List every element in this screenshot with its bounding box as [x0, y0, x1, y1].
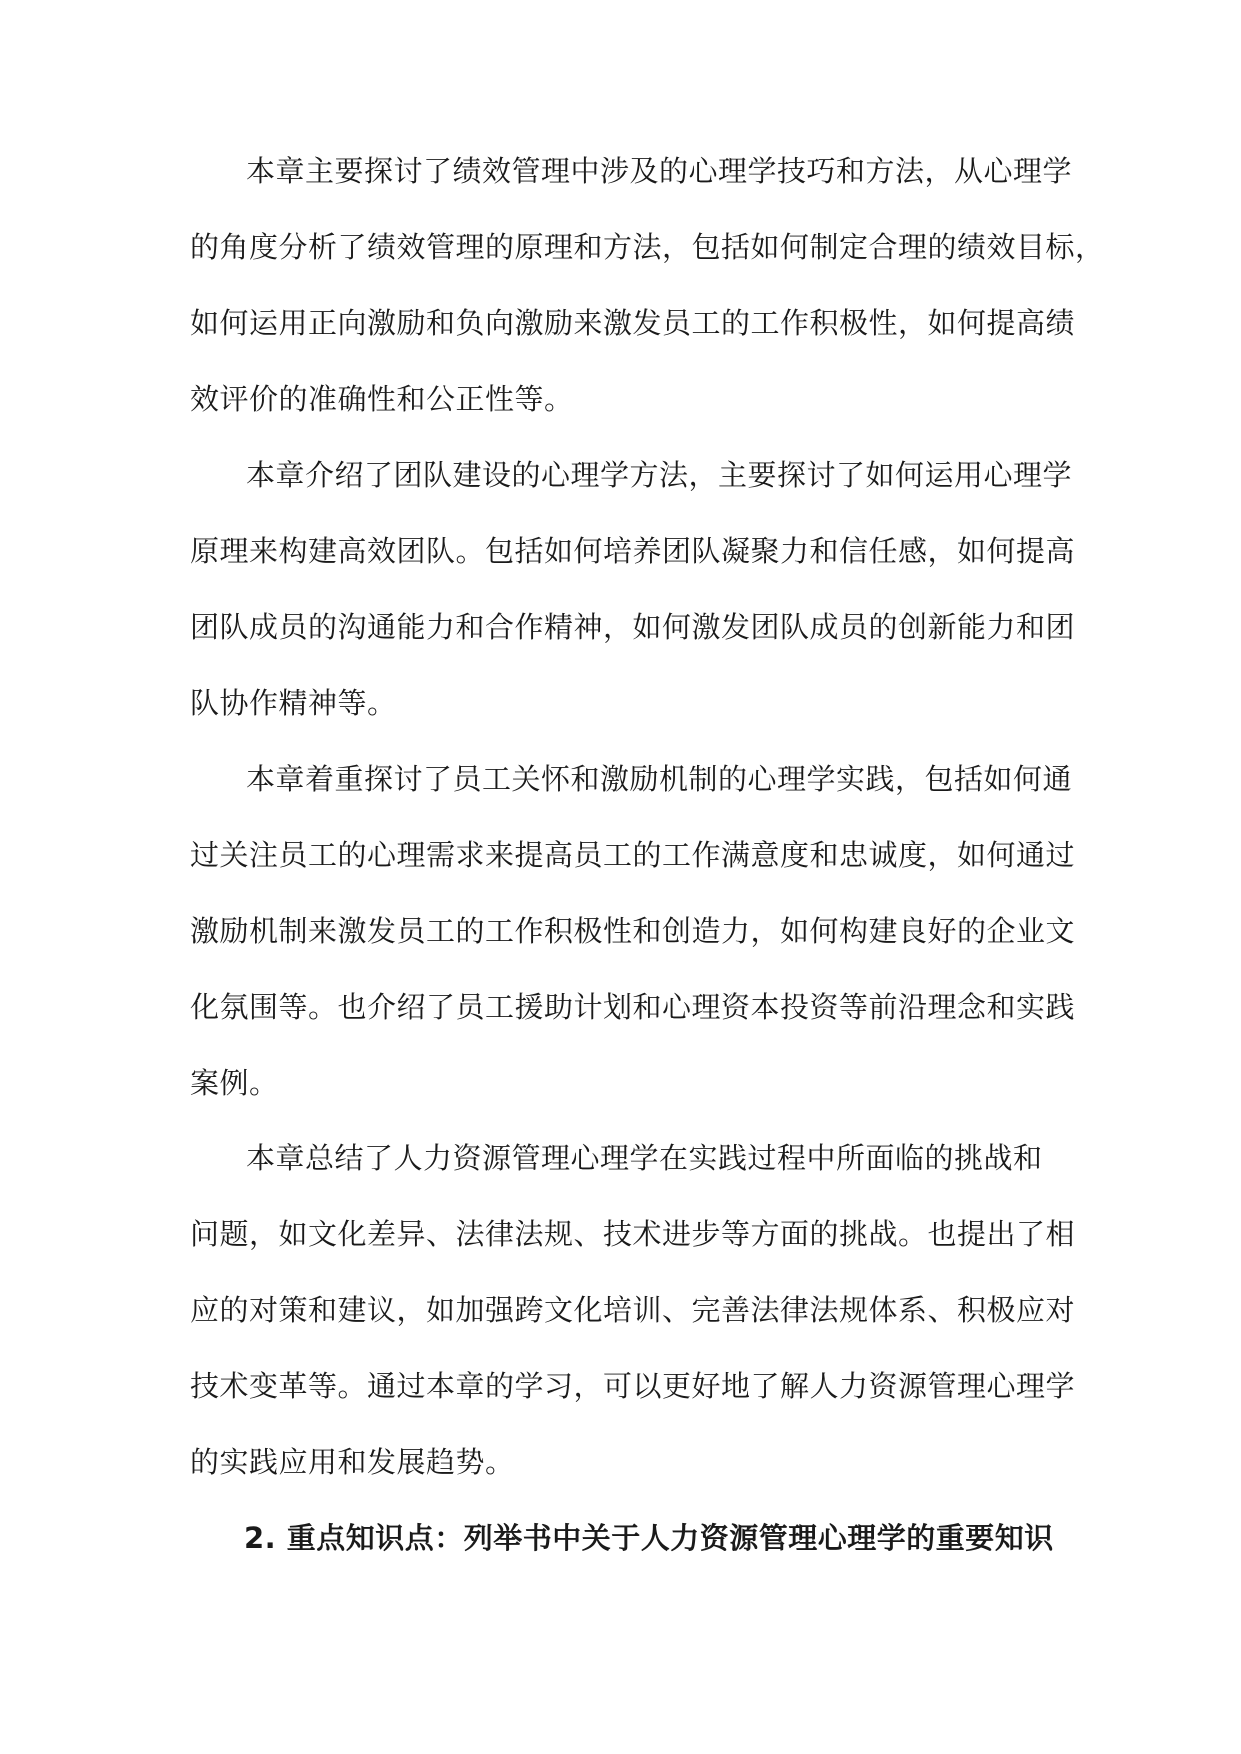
- paragraph-4-line-4: 技术变革等。通过本章的学习，可以更好地了解人力资源管理心理学: [190, 1369, 1076, 1403]
- paragraph-2-line-3: 团队成员的沟通能力和合作精神，如何激发团队成员的创新能力和团: [190, 610, 1076, 644]
- paragraph-1-line-2: 的角度分析了绩效管理的原理和方法，包括如何制定合理的绩效目标，: [190, 230, 1105, 264]
- paragraph-3-line-2: 过关注员工的心理需求来提高员工的工作满意度和忠诚度，如何通过: [190, 838, 1076, 872]
- paragraph-2-line-4: 队协作精神等。: [190, 686, 397, 720]
- paragraph-3-line-3: 激励机制来激发员工的工作积极性和创造力，如何构建良好的企业文: [190, 914, 1076, 948]
- paragraph-3-line-4: 化氛围等。也介绍了员工援助计划和心理资本投资等前沿理念和实践: [190, 990, 1076, 1024]
- paragraph-1-line-1: 本章主要探讨了绩效管理中涉及的心理学技巧和方法，从心理学: [246, 154, 1073, 188]
- paragraph-4-line-5: 的实践应用和发展趋势。: [190, 1445, 515, 1479]
- paragraph-3-line-5: 案例。: [190, 1066, 279, 1100]
- section-heading: 2. 重点知识点：列举书中关于人力资源管理心理学的重要知识: [244, 1521, 1054, 1555]
- paragraph-2-line-1: 本章介绍了团队建设的心理学方法，主要探讨了如何运用心理学: [246, 458, 1073, 492]
- paragraph-1-line-4: 效评价的准确性和公正性等。: [190, 382, 574, 416]
- paragraph-4-line-2: 问题，如文化差异、法律法规、技术进步等方面的挑战。也提出了相: [190, 1217, 1076, 1251]
- paragraph-1-line-3: 如何运用正向激励和负向激励来激发员工的工作积极性，如何提高绩: [190, 306, 1076, 340]
- paragraph-4-line-1: 本章总结了人力资源管理心理学在实践过程中所面临的挑战和: [246, 1141, 1043, 1175]
- paragraph-3-line-1: 本章着重探讨了员工关怀和激励机制的心理学实践，包括如何通: [246, 762, 1073, 796]
- paragraph-4-line-3: 应的对策和建议，如加强跨文化培训、完善法律法规体系、积极应对: [190, 1293, 1076, 1327]
- paragraph-2-line-2: 原理来构建高效团队。包括如何培养团队凝聚力和信任感，如何提高: [190, 534, 1076, 568]
